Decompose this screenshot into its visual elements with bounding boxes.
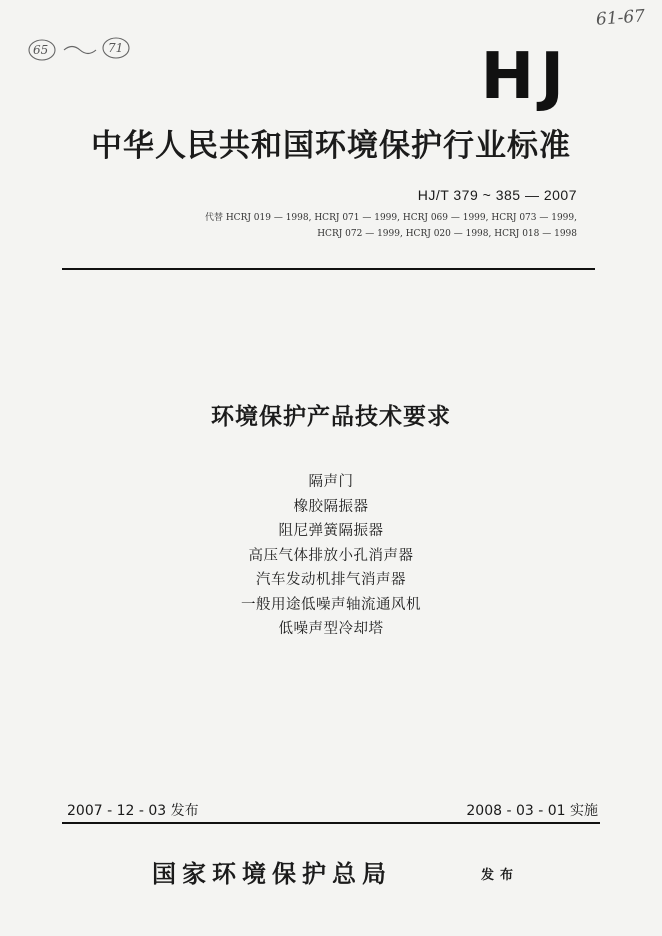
replaces-line-2: HCRJ 072 — 1999, HCRJ 020 — 1998, HCRJ 018 — 1998 <box>317 229 577 239</box>
handwritten-note <box>24 32 144 66</box>
replaces-line-1: 代替 HCRJ 019 — 1998, HCRJ 071 — 1999, HCRJ 069 — 1999, HCRJ 073 — 1999, <box>204 213 577 223</box>
issue-date: 2007 - 12 - 03 发布 <box>67 803 199 819</box>
product-item: 低噪声型冷却塔 <box>278 621 384 637</box>
handwritten-tilde <box>64 47 96 54</box>
product-list <box>0 470 662 642</box>
handwritten-start-number: 65 <box>33 43 49 57</box>
hj-logo: HJ <box>480 40 570 114</box>
standard-number: HJ/T 379 ~ 385 — 2007 <box>417 187 577 203</box>
issuing-authority: 国家环境保护总局 <box>152 859 392 888</box>
footer-divider <box>62 822 600 824</box>
product-item: 高压气体排放小孔消声器 <box>248 547 414 564</box>
implementation-date: 2008 - 03 - 01 实施 <box>466 803 598 819</box>
document-title: 环境保护产品技术要求 <box>211 404 451 430</box>
product-item: 一般用途低噪声轴流通风机 <box>241 596 421 613</box>
handwritten-page-range: 61-67 <box>595 6 646 30</box>
handwritten-end-number: 71 <box>108 41 124 55</box>
product-item: 阻尼弹簧隔振器 <box>278 523 384 539</box>
product-item: 汽车发动机排气消声器 <box>256 572 406 588</box>
product-item: 橡胶隔振器 <box>293 498 369 515</box>
standard-category-title: 中华人民共和国环境保护行业标准 <box>91 128 571 164</box>
product-item: 隔声门 <box>308 474 354 490</box>
issue-word: 发布 <box>481 868 520 883</box>
header-divider <box>62 268 595 270</box>
